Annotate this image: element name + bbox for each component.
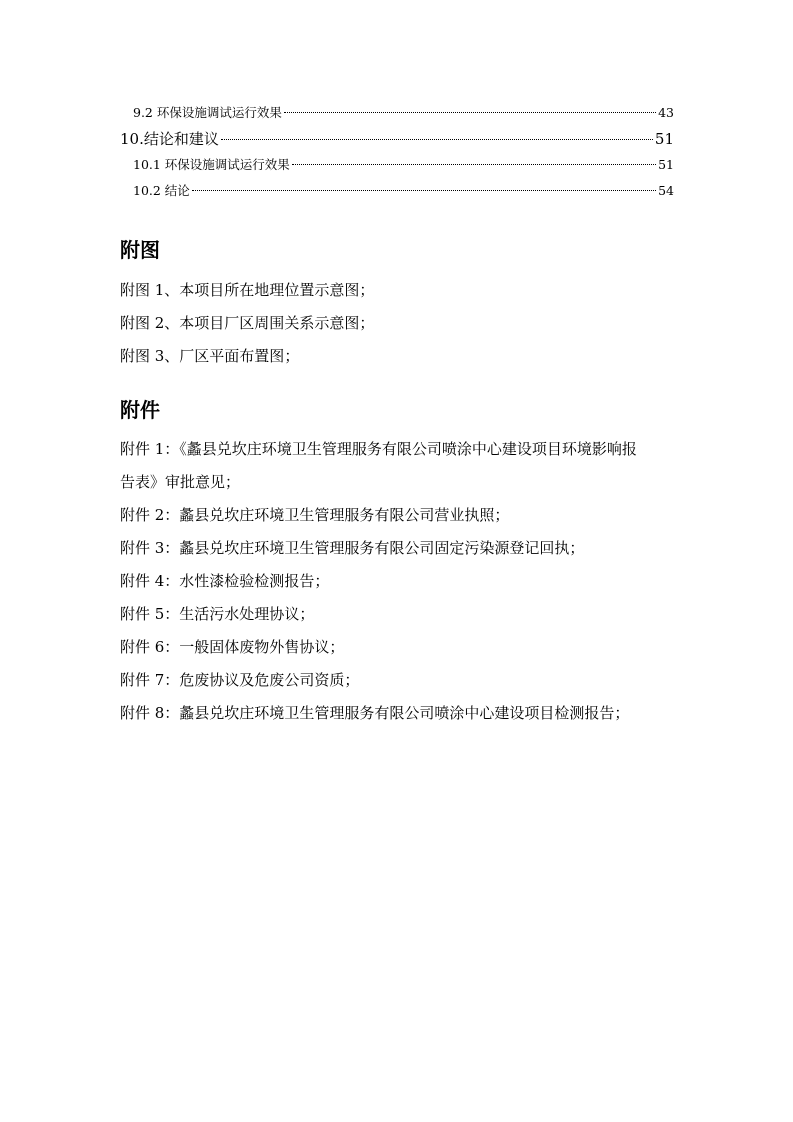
toc-entry-page: 51 (654, 130, 674, 148)
figure-item-3: 附图 3、厂区平面布置图； (120, 347, 300, 365)
attachment-item-7: 附件 7：危废协议及危废公司资质； (120, 671, 360, 689)
toc-entry-label: 10.结论和建议 (120, 130, 219, 148)
toc-entry-9-2[interactable] (120, 100, 674, 126)
toc-entry-10-1[interactable] (120, 152, 674, 178)
attachment-item-2: 附件 2：蠡县兑坎庄环境卫生管理服务有限公司营业执照； (120, 506, 510, 524)
toc-leader-dots (284, 112, 656, 113)
figure-item-1: 附图 1、本项目所在地理位置示意图； (120, 281, 375, 299)
toc-entry-label: 9.2 环保设施调试运行效果 (133, 105, 282, 120)
attachment-item-1-line-2: 告表》审批意见； (120, 473, 241, 491)
toc-leader-dots (292, 164, 656, 165)
attachment-item-8: 附件 8：蠡县兑坎庄环境卫生管理服务有限公司喷涂中心建设项目检测报告； (120, 704, 630, 722)
attachment-item-6: 附件 6：一般固体废物外售协议； (120, 638, 345, 656)
toc-entry-page: 54 (658, 183, 674, 198)
figure-item-2: 附图 2、本项目厂区周围关系示意图； (120, 314, 375, 332)
toc-entry-label: 10.1 环保设施调试运行效果 (133, 157, 290, 172)
attachments-heading: 附件 (120, 398, 160, 422)
toc-entry-page: 43 (658, 105, 674, 120)
toc-leader-dots (192, 190, 656, 191)
attachment-item-1-line-1: 附件 1：《蠡县兑坎庄环境卫生管理服务有限公司喷涂中心建设项目环境影响报 (120, 440, 637, 458)
toc-entry-10[interactable] (120, 126, 674, 152)
toc-entry-label: 10.2 结论 (133, 183, 190, 198)
toc-entry-page: 51 (658, 157, 674, 172)
attachment-item-5: 附件 5：生活污水处理协议； (120, 605, 315, 623)
toc-entry-10-2[interactable] (120, 178, 674, 204)
figures-heading: 附图 (120, 238, 160, 262)
attachment-item-4: 附件 4：水性漆检验检测报告； (120, 572, 330, 590)
toc-leader-dots (221, 139, 653, 140)
attachment-item-3: 附件 3：蠡县兑坎庄环境卫生管理服务有限公司固定污染源登记回执； (120, 539, 585, 557)
table-of-contents (120, 100, 674, 204)
